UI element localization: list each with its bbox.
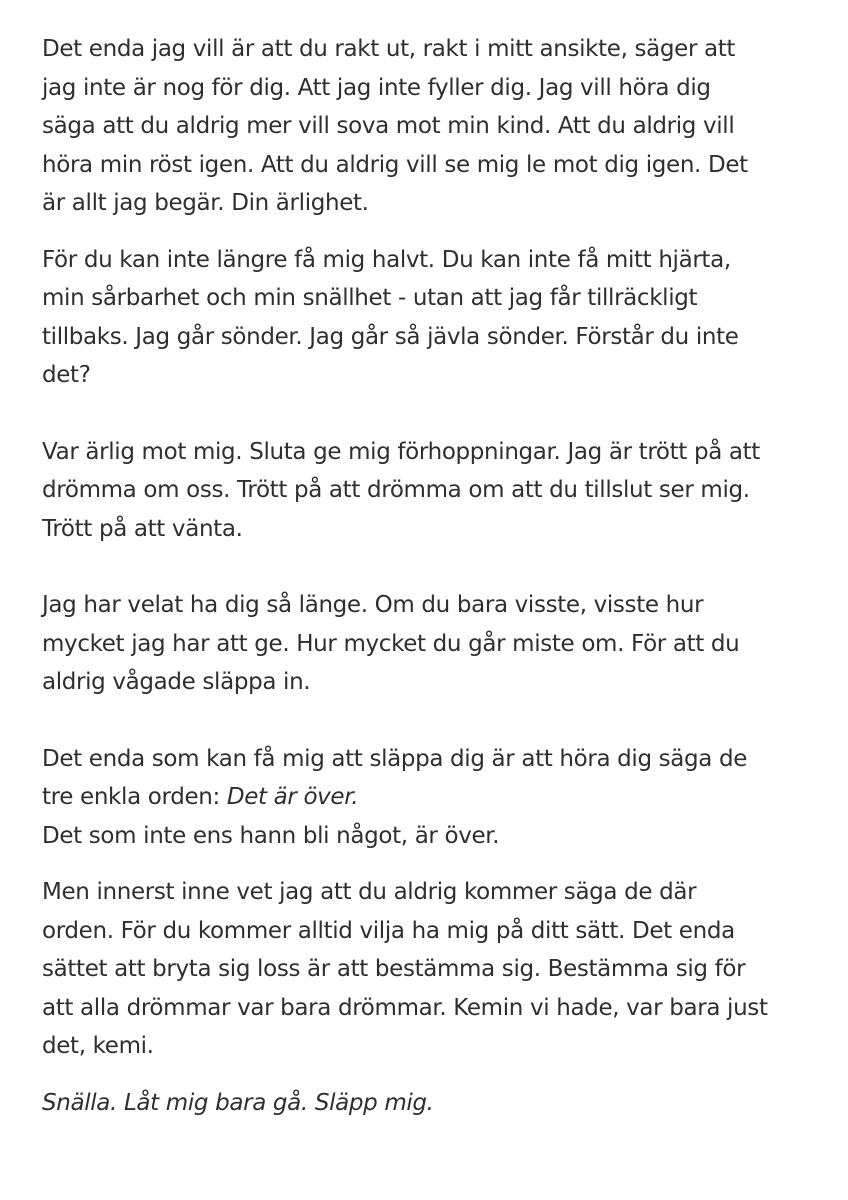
document-body xyxy=(42,30,808,1122)
text-line: Det enda jag vill är att du rakt ut, rakt i mitt ansikte, säger att xyxy=(42,36,736,62)
text-line: jag inte är nog för dig. Att jag inte fyller dig. Jag vill höra dig xyxy=(42,74,711,101)
text-line: Trött på att vänta. xyxy=(42,515,243,542)
text-line: aldrig vågade släppa in. xyxy=(42,669,311,695)
text-line: orden. För du kommer alltid vilja ha mig på ditt sätt. Det enda xyxy=(42,917,735,944)
paragraph-5 xyxy=(42,740,808,856)
text-line: det? xyxy=(42,362,91,388)
paragraph-6 xyxy=(42,873,808,1066)
text-line: sättet att bryta sig loss är att bestämma sig. Bestämma sig för xyxy=(42,956,746,982)
text-line: höra min röst igen. Att du aldrig vill se mig le mot dig igen. Det xyxy=(42,151,748,178)
text-line: tillbaks. Jag går sönder. Jag går så jävla sönder. Förstår du inte xyxy=(42,323,739,350)
paragraph-2 xyxy=(42,241,808,395)
text-line: säga att du aldrig mer vill sova mot min kind. Att du aldrig vill xyxy=(42,113,735,139)
paragraph-7 xyxy=(42,1084,808,1123)
text-line: Var ärlig mot mig. Sluta ge mig förhoppningar. Jag är trött på att xyxy=(42,438,760,465)
text-line: mycket jag har att ge. Hur mycket du går miste om. För att du xyxy=(42,630,740,657)
emphasized-text: Det är över. xyxy=(226,784,359,810)
paragraph-3 xyxy=(42,433,808,549)
text-line: Men innerst inne vet jag att du aldrig kommer säga de där xyxy=(42,879,697,905)
text-line: Jag har velat ha dig så länge. Om du bara visste, visste hur xyxy=(42,592,704,618)
text-line: Det som inte ens hann bli något, är över. xyxy=(42,822,500,849)
paragraph-4 xyxy=(42,586,808,702)
text-line: För du kan inte längre få mig halvt. Du kan inte få mitt hjärta, xyxy=(42,246,731,273)
closing-line: Snälla. Låt mig bara gå. Släpp mig. xyxy=(42,1089,434,1116)
text-line xyxy=(42,778,808,817)
text-line: min sårbarhet och min snällhet - utan att jag får tillräckligt xyxy=(42,285,698,311)
text-segment: tre enkla orden: xyxy=(42,784,227,810)
paragraph-1 xyxy=(42,30,808,223)
text-line: är allt jag begär. Din ärlighet. xyxy=(42,190,369,216)
text-line: det, kemi. xyxy=(42,1033,154,1059)
text-line: Det enda som kan få mig att släppa dig är att höra dig säga de xyxy=(42,745,748,772)
text-line: drömma om oss. Trött på att drömma om att du tillslut ser mig. xyxy=(42,477,750,503)
text-line: att alla drömmar var bara drömmar. Kemin vi hade, var bara just xyxy=(42,994,768,1021)
